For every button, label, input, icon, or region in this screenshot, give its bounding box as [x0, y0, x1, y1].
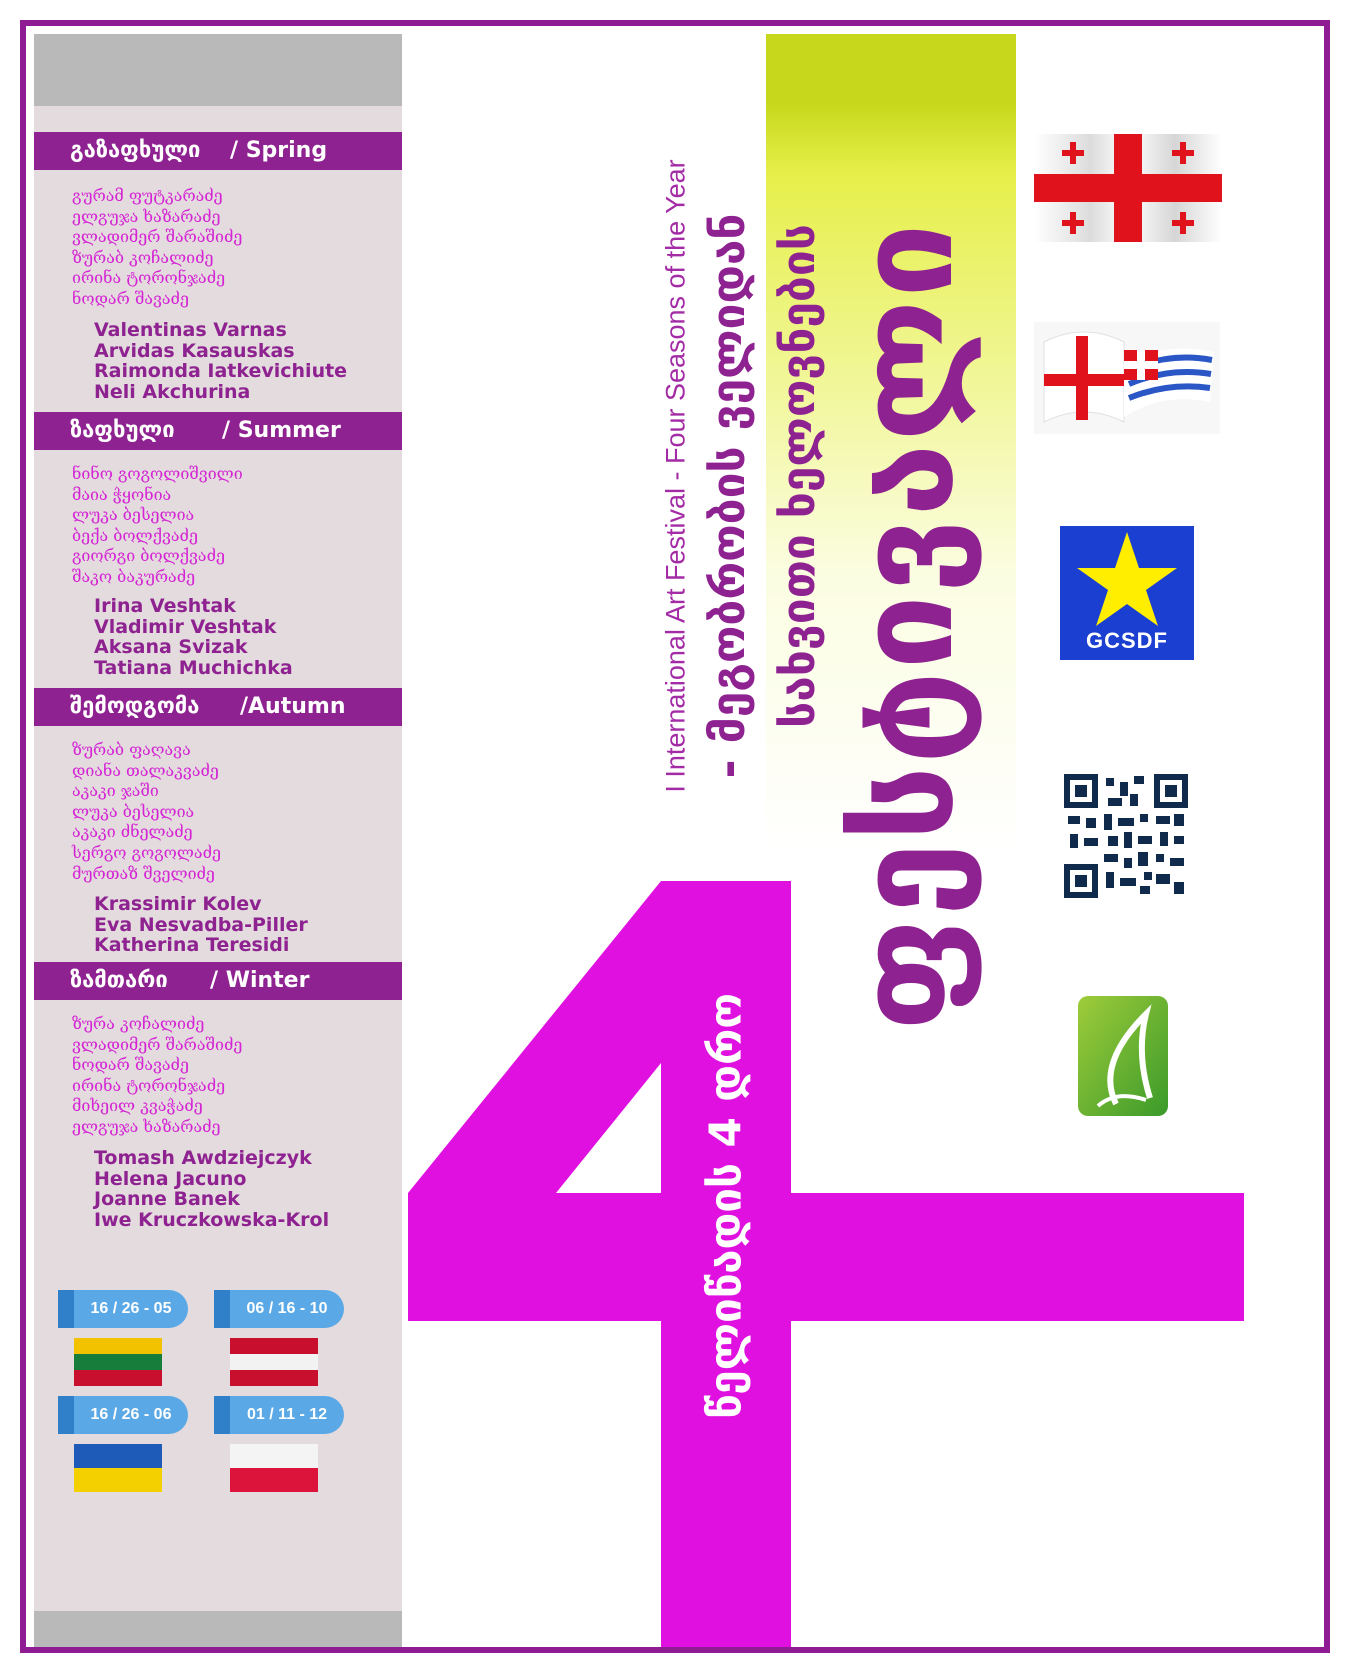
artist-name: Raimonda Iatkevichiute [94, 360, 348, 383]
artist-name: ნოდარ შავაძე [72, 288, 189, 308]
season-header-summer [34, 412, 402, 450]
artist-name: ბექა ბოლქვაძე [72, 525, 198, 545]
artist-name: ლუკა ბესელია [72, 801, 195, 821]
season-header-winter [34, 962, 402, 1000]
artist-name: ნინო გოგოლიშვილი [72, 464, 243, 483]
autumn-artists-ka [72, 740, 221, 884]
gcsdf-logo [1060, 526, 1194, 660]
artist-name: შაკო ბაკურაძე [72, 566, 196, 586]
artist-name: ზურაბ ფაღავა [72, 740, 191, 759]
date-spring: 16 / 26 - 05 [58, 1290, 188, 1328]
festival-title-ka-line2: სახვითი ხელოვნების [771, 224, 825, 728]
ukraine-flag [74, 1444, 162, 1492]
artist-name: Aksana Svizak [94, 636, 248, 659]
spring-artists-en [94, 320, 347, 402]
season-title-ka: შემოდგომა [70, 694, 200, 719]
festival-big-title: ფესტივალი [829, 221, 983, 1031]
qr-code-icon [1064, 774, 1188, 902]
artist-name: ზურა კოჩალიძე [72, 1014, 205, 1033]
season-title-ka: ზაფხული [70, 418, 175, 443]
sidebar-top-band [34, 34, 402, 106]
artist-name: ზურაბ კოჩალიძე [72, 247, 214, 267]
artist-name: Katherina Teresidi [94, 934, 290, 957]
artist-name: ირინა ტორონჯაძე [72, 268, 226, 288]
season-title-ka: ზამთარი [70, 968, 168, 993]
artist-name: ვლადიმერ შარაშიძე [72, 1034, 243, 1054]
artist-name: Irina Veshtak [94, 595, 236, 617]
autumn-artists-en [94, 894, 308, 956]
festival-title-ka-line4: წელიწადის 4 დრო [700, 992, 752, 1420]
festival-poster [20, 20, 1330, 1653]
georgia-greece-flags-logo [1034, 322, 1220, 438]
artist-name: ელგუჯა ხაზარაძე [72, 206, 221, 226]
season-title-en: /Autumn [240, 694, 346, 719]
artist-name: მიხეილ კვაჭაძე [72, 1096, 203, 1116]
artist-name: Valentinas Varnas [94, 319, 287, 341]
season-header-spring [34, 132, 402, 170]
artist-name: გიორგი ბოლქვაძე [72, 546, 225, 566]
winter-artists-en [94, 1148, 329, 1230]
artist-name: Neli Akchurina [94, 380, 251, 403]
winter-artists-ka [72, 1014, 242, 1138]
festival-title-ka-line1: - მეგობრობის ველიდან [701, 213, 755, 779]
artist-name: მაია ჭყონია [72, 484, 172, 504]
artist-name: ელგუჯა ხაზარაძე [72, 1116, 221, 1136]
artist-name: სერგო გოგოლაძე [72, 842, 221, 862]
season-title-en: / Winter [210, 968, 310, 993]
artist-name: Iwe Kruczkowska-Krol [94, 1208, 330, 1231]
spring-artists-ka [72, 186, 242, 310]
gcsdf-label: GCSDF [1086, 628, 1168, 653]
artist-name: აკაკი ჯაში [72, 781, 159, 801]
artist-name: დიანა თალაკვაძე [72, 760, 219, 780]
date-summer: 16 / 26 - 06 [58, 1396, 188, 1434]
season-title-en: / Summer [222, 418, 341, 443]
artists-sidebar [34, 34, 402, 1649]
artist-name: Eva Nesvadba-Piller [94, 913, 308, 936]
artist-name: Tomash Awdziejczyk [94, 1147, 312, 1169]
artist-name: Arvidas Kasauskas [94, 339, 295, 362]
green-leaf-logo [1076, 994, 1170, 1122]
date-autumn: 06 / 16 - 10 [214, 1290, 344, 1328]
artist-name: ლუკა ბესელია [72, 505, 195, 525]
artist-name: მურთაზ შველიძე [72, 863, 215, 883]
season-header-autumn [34, 688, 402, 726]
summer-artists-en [94, 596, 293, 678]
sidebar-bottom-band [34, 1611, 402, 1649]
artist-name: Krassimir Kolev [94, 893, 262, 915]
festival-title-en: I International Art Festival - Four Seasons of the Year [660, 159, 691, 793]
artist-name: Tatiana Muchichka [94, 656, 293, 679]
artist-name: Helena Jacuno [94, 1167, 247, 1190]
artist-name: ვლადიმერ შარაშიძე [72, 227, 243, 247]
artist-name: ნოდარ შავაძე [72, 1055, 189, 1075]
georgia-flag [1034, 134, 1222, 246]
artist-name: ირინა ტორონჯაძე [72, 1075, 226, 1095]
season-title-ka: გაზაფხული [70, 138, 201, 163]
austria-flag [230, 1338, 318, 1386]
season-title-en: / Spring [230, 138, 328, 163]
lithuania-flag [74, 1338, 162, 1386]
artist-name: Joanne Banek [94, 1188, 240, 1211]
poland-flag [230, 1444, 318, 1492]
artist-name: Vladimir Veshtak [94, 615, 277, 638]
artist-name: აკაკი ძნელაძე [72, 822, 193, 842]
artist-name: გურამ ფუტკარაძე [72, 186, 223, 205]
date-winter: 01 / 11 - 12 [214, 1396, 344, 1434]
summer-artists-ka [72, 464, 243, 588]
